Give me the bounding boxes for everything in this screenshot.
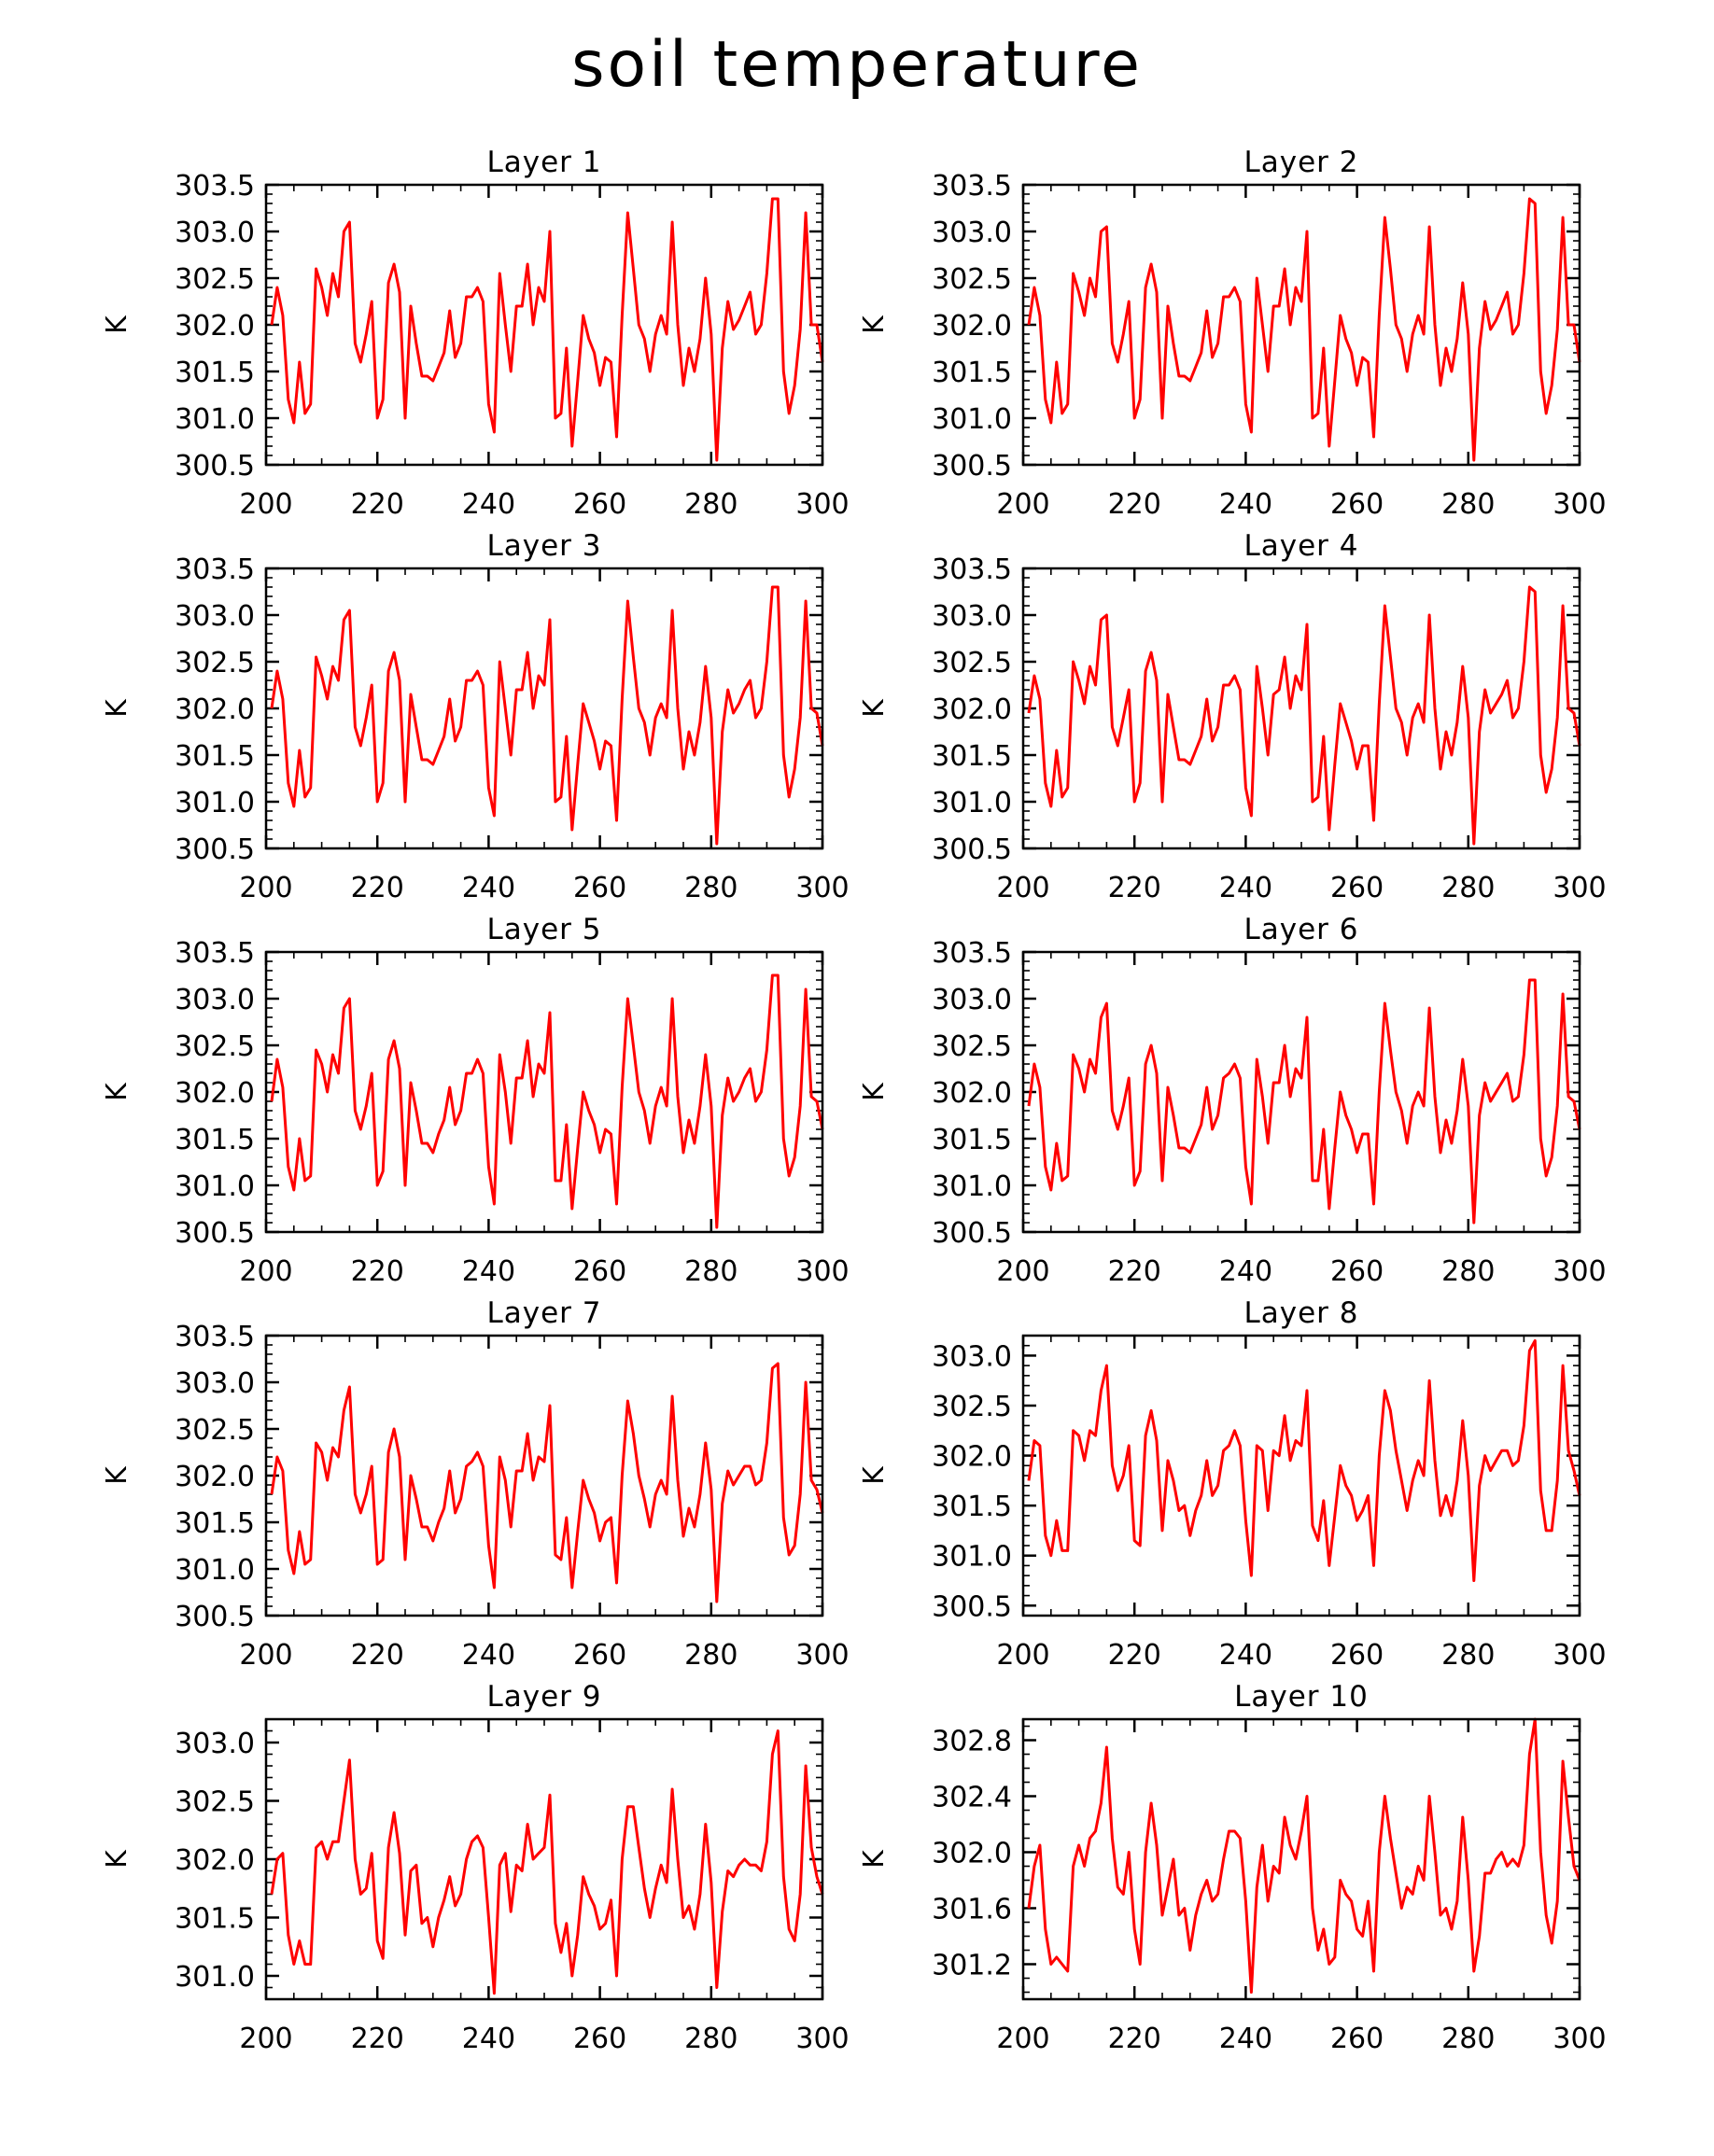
y-axis-label: K [858,1466,891,1485]
x-tick-label: 280 [1441,2023,1496,2055]
y-tick-label: 301.5 [175,357,255,389]
x-tick-label: 200 [239,1255,293,1288]
y-tick-label: 300.5 [175,1217,255,1250]
x-tick-label: 220 [1107,488,1161,521]
y-tick-label: 301.0 [175,1554,255,1587]
x-tick-label: 260 [572,1255,627,1288]
y-axis-label: K [101,1466,133,1485]
x-tick-label: 220 [1107,1639,1161,1672]
y-tick-label: 300.5 [932,833,1012,866]
x-tick-label: 200 [996,1255,1050,1288]
y-tick-label: 302.0 [932,1440,1012,1474]
series-line-layer-9 [272,1731,822,1994]
y-tick-label: 303.5 [175,937,255,970]
y-tick-label: 302.5 [175,1785,255,1819]
y-tick-label: 301.5 [175,740,255,773]
y-axis-label: K [101,1083,133,1101]
y-tick-label: 300.5 [932,450,1012,483]
x-tick-label: 260 [572,872,627,904]
y-tick-label: 301.5 [175,1902,255,1936]
x-tick-label: 240 [461,1255,516,1288]
y-tick-label: 302.5 [932,263,1012,296]
x-tick-label: 240 [1218,872,1273,904]
x-tick-label: 260 [1329,2023,1384,2055]
y-tick-label: 302.5 [175,1414,255,1447]
x-tick-label: 300 [1552,872,1607,904]
x-tick-label: 260 [1329,488,1384,521]
y-tick-label: 303.0 [932,984,1012,1016]
x-tick-label: 240 [461,1639,516,1672]
x-tick-label: 280 [1441,872,1496,904]
series-line-layer-7 [272,1364,822,1602]
y-tick-label: 301.0 [175,403,255,436]
x-tick-label: 200 [996,1639,1050,1672]
panel-grid [101,146,1607,2055]
y-tick-label: 303.5 [175,1321,255,1353]
x-tick-label: 280 [684,488,738,521]
x-tick-label: 300 [795,872,850,904]
figure-title: soil temperature [571,28,1143,102]
series-line-layer-8 [1029,1340,1580,1580]
x-tick-label: 260 [1329,872,1384,904]
y-tick-label: 303.0 [932,1340,1012,1374]
y-tick-label: 300.5 [175,1601,255,1633]
x-tick-label: 220 [1107,2023,1161,2055]
chart-panel-layer-2 [858,146,1607,521]
series-line-layer-2 [1029,199,1580,460]
y-tick-label: 302.0 [175,1844,255,1877]
chart-panel-layer-10 [858,1680,1607,2055]
y-tick-label: 301.5 [932,740,1012,773]
y-tick-label: 300.5 [175,450,255,483]
x-tick-label: 260 [1329,1639,1384,1672]
y-tick-label: 303.0 [175,217,255,249]
x-tick-label: 200 [239,1639,293,1672]
y-tick-label: 303.0 [175,600,255,633]
panel-title: Layer 10 [1234,1680,1369,1714]
x-tick-label: 220 [350,1255,404,1288]
y-tick-label: 302.0 [932,1837,1012,1870]
y-tick-label: 301.0 [932,1170,1012,1203]
y-tick-label: 303.5 [175,553,255,586]
y-tick-label: 302.0 [932,310,1012,343]
y-tick-label: 302.5 [932,647,1012,679]
y-tick-label: 301.5 [932,357,1012,389]
y-tick-label: 303.0 [932,217,1012,249]
x-tick-label: 240 [1218,1255,1273,1288]
y-tick-label: 301.5 [175,1507,255,1540]
chart-panel-layer-4 [858,529,1607,904]
y-tick-label: 302.0 [175,1077,255,1110]
x-tick-label: 260 [572,1639,627,1672]
x-tick-label: 280 [684,2023,738,2055]
x-tick-label: 260 [572,488,627,521]
series-line-layer-10 [1029,1719,1580,1993]
y-tick-label: 302.0 [175,1461,255,1493]
x-tick-label: 280 [684,872,738,904]
x-tick-label: 240 [1218,1639,1273,1672]
y-tick-label: 301.5 [932,1491,1012,1524]
x-tick-label: 200 [239,872,293,904]
x-tick-label: 200 [996,488,1050,521]
y-tick-label: 302.0 [932,1077,1012,1110]
y-tick-label: 303.0 [175,1728,255,1760]
y-axis-label: K [858,1850,891,1869]
y-tick-label: 300.5 [932,1217,1012,1250]
x-tick-label: 200 [239,488,293,521]
y-tick-label: 302.5 [175,263,255,296]
y-tick-label: 302.5 [175,1030,255,1063]
x-tick-label: 280 [684,1255,738,1288]
y-tick-label: 302.0 [932,693,1012,726]
y-tick-label: 303.0 [932,600,1012,633]
plot-frame [1023,568,1580,848]
panel-title: Layer 8 [1243,1296,1359,1330]
x-tick-label: 200 [239,2023,293,2055]
y-tick-label: 302.5 [175,647,255,679]
x-tick-label: 240 [461,2023,516,2055]
x-tick-label: 260 [572,2023,627,2055]
panel-title: Layer 3 [486,529,602,563]
panel-title: Layer 1 [486,146,602,179]
y-tick-label: 302.0 [175,310,255,343]
x-tick-label: 200 [996,2023,1050,2055]
x-tick-label: 200 [996,872,1050,904]
y-tick-label: 300.5 [175,833,255,866]
chart-panel-layer-6 [858,913,1607,1288]
x-tick-label: 220 [350,2023,404,2055]
panel-title: Layer 9 [486,1680,602,1714]
y-axis-label: K [101,1850,133,1869]
y-tick-label: 301.5 [932,1124,1012,1156]
y-tick-label: 302.0 [175,693,255,726]
y-axis-label: K [858,699,891,718]
y-tick-label: 303.5 [932,170,1012,203]
x-tick-label: 240 [461,488,516,521]
y-tick-label: 301.0 [932,787,1012,819]
y-tick-label: 301.0 [175,1170,255,1203]
series-line-layer-3 [272,587,822,844]
x-tick-label: 240 [1218,2023,1273,2055]
y-tick-label: 301.5 [175,1124,255,1156]
y-tick-label: 303.0 [175,1367,255,1400]
x-tick-label: 240 [461,872,516,904]
series-line-layer-4 [1029,587,1580,844]
panel-title: Layer 2 [1243,146,1359,179]
x-tick-label: 300 [795,1255,850,1288]
panel-title: Layer 5 [486,913,602,946]
x-tick-label: 220 [1107,1255,1161,1288]
x-tick-label: 220 [1107,872,1161,904]
y-tick-label: 301.0 [932,403,1012,436]
panel-title: Layer 7 [486,1296,602,1330]
x-tick-label: 280 [1441,1639,1496,1672]
chart-panel-layer-3 [101,529,850,904]
y-axis-label: K [858,315,891,334]
x-tick-label: 300 [1552,2023,1607,2055]
panel-title: Layer 6 [1243,913,1359,946]
x-tick-label: 300 [795,2023,850,2055]
series-line-layer-6 [1029,980,1580,1223]
chart-panel-layer-7 [101,1296,850,1672]
y-tick-label: 303.5 [932,937,1012,970]
x-tick-label: 300 [795,488,850,521]
x-tick-label: 300 [1552,488,1607,521]
chart-panel-layer-1 [101,146,850,521]
y-axis-label: K [101,315,133,334]
y-axis-label: K [101,699,133,718]
series-line-layer-5 [272,975,822,1227]
y-tick-label: 302.8 [932,1725,1012,1758]
x-tick-label: 280 [684,1639,738,1672]
y-axis-label: K [858,1083,891,1101]
x-tick-label: 300 [1552,1255,1607,1288]
x-tick-label: 220 [350,872,404,904]
chart-panel-layer-9 [101,1680,850,2055]
chart-panel-layer-5 [101,913,850,1288]
y-tick-label: 300.5 [932,1590,1012,1624]
y-tick-label: 302.5 [932,1030,1012,1063]
y-tick-label: 302.4 [932,1781,1012,1814]
x-tick-label: 280 [1441,1255,1496,1288]
panel-title: Layer 4 [1243,529,1359,563]
x-tick-label: 280 [1441,488,1496,521]
y-tick-label: 301.0 [175,787,255,819]
chart-panel-layer-8 [858,1296,1607,1672]
x-tick-label: 300 [795,1639,850,1672]
y-tick-label: 301.0 [175,1961,255,1994]
y-tick-label: 301.0 [932,1540,1012,1574]
y-tick-label: 303.5 [932,553,1012,586]
y-tick-label: 302.5 [932,1391,1012,1423]
x-tick-label: 300 [1552,1639,1607,1672]
y-tick-label: 303.5 [175,170,255,203]
y-tick-label: 301.6 [932,1893,1012,1926]
x-tick-label: 260 [1329,1255,1384,1288]
y-tick-label: 303.0 [175,984,255,1016]
x-tick-label: 240 [1218,488,1273,521]
x-tick-label: 220 [350,488,404,521]
x-tick-label: 220 [350,1639,404,1672]
y-tick-label: 301.2 [932,1949,1012,1982]
series-line-layer-1 [272,199,822,460]
